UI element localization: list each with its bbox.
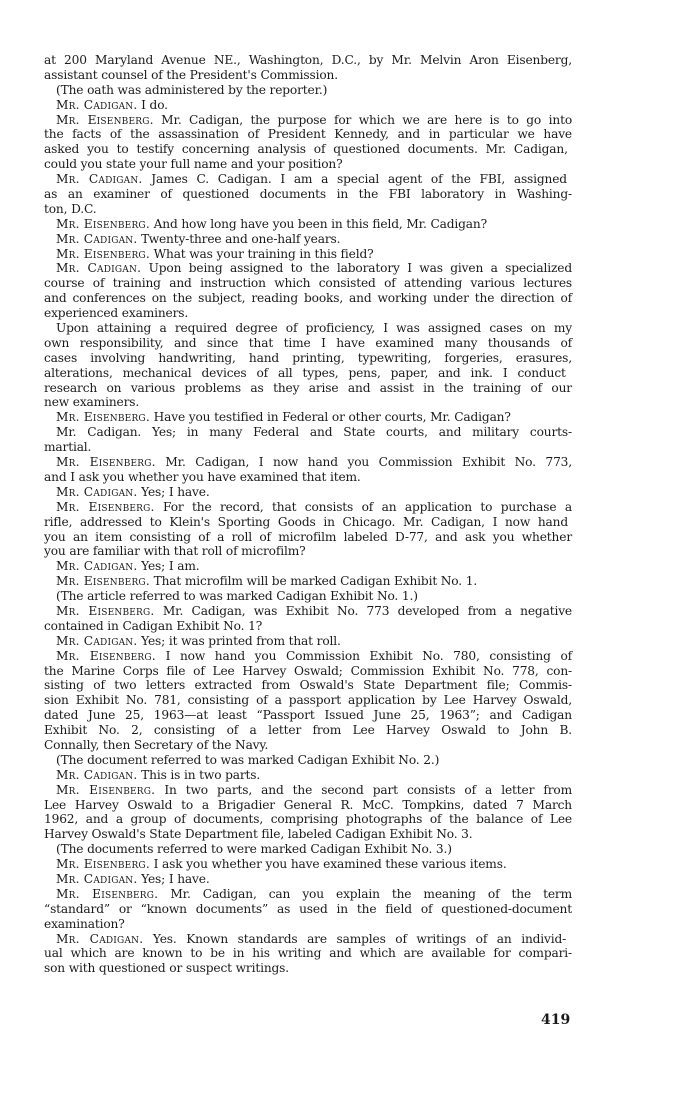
text-line — [44, 812, 572, 827]
line-text: the Marine Corps file of Lee Harvey Oswald; Commission Exhibit No. 778, con- — [44, 663, 572, 678]
line-text: Yes; I am. — [137, 559, 200, 574]
speaker-name: Mr. Eisenberg. — [56, 410, 150, 425]
line-text: What was your training in this field? — [149, 246, 374, 261]
line-text: (The article referred to was marked Cadigan Exhibit No. 1.) — [56, 589, 418, 604]
line-text: (The document referred to was marked Cadigan Exhibit No. 2.) — [56, 752, 440, 767]
line-text: In two parts, and the second part consists of a letter from — [155, 782, 572, 797]
line-text: experienced examiners. — [44, 306, 189, 321]
line-text: Upon being assigned to the laboratory I was given a specialized — [141, 261, 573, 276]
text-line — [44, 127, 572, 142]
text-line — [44, 738, 572, 753]
line-text: new examiners. — [44, 395, 140, 410]
text-line — [44, 917, 572, 932]
line-text: “standard” or “known documents” as used in the field of questioned-document — [44, 901, 572, 916]
text-line — [44, 961, 572, 976]
line-text: assistant counsel of the President's Commission. — [44, 67, 338, 82]
speaker-line — [44, 574, 572, 589]
line-text: Yes; I have. — [137, 871, 210, 886]
speaker-name: Mr. Eisenberg. — [56, 246, 150, 261]
line-text: sisting of two letters extracted from Oswald's State Department file; Commis- — [44, 678, 572, 693]
text-line — [44, 187, 572, 202]
speaker-line — [44, 247, 572, 262]
line-text: and conferences on the subject, reading books, and working under the direction of — [44, 291, 572, 306]
line-text: rifle, addressed to Klein's Sporting Goods in Chicago. Mr. Cadigan, I now hand — [44, 514, 569, 529]
speaker-name: Mr. Cadigan. — [56, 484, 138, 499]
text-line — [44, 157, 572, 172]
text-line — [44, 321, 572, 336]
text-line — [44, 291, 572, 306]
speaker-name: Mr. Eisenberg. — [56, 216, 150, 231]
text-line — [44, 470, 572, 485]
text-line — [44, 678, 572, 693]
speaker-line — [44, 857, 572, 872]
line-text: Have you testified in Federal or other courts, Mr. Cadigan? — [149, 410, 511, 425]
speaker-name: Mr. Cadigan. — [56, 261, 142, 276]
text-line — [44, 142, 572, 157]
line-text: Mr. Cadigan, can you explain the meaning of the term — [158, 886, 573, 901]
line-text: (The oath was administered by the reporter.) — [56, 82, 328, 97]
line-text: Exhibit No. 2, consisting of a letter from Lee Harvey Oswald to John B. — [44, 723, 572, 738]
text-line — [44, 589, 572, 604]
line-text: For the record, that consists of an application to purchase a — [154, 499, 572, 514]
line-text: ual which are known to be in his writing and which are available for compari- — [44, 946, 572, 961]
text-line — [44, 664, 572, 679]
line-text: Yes. Known standards are samples of writings of an individ- — [143, 931, 567, 946]
line-text: Upon attaining a required degree of proficiency, I was assigned cases on my — [56, 321, 572, 336]
text-line — [44, 902, 572, 917]
text-line — [44, 276, 572, 291]
line-text: Mr. Cadigan, I now hand you Commission Exhibit No. 773, — [155, 455, 572, 470]
text-line — [44, 395, 572, 410]
text-line — [44, 530, 572, 545]
line-text: own responsibility, and since that time I have examined many thousands of — [44, 335, 572, 350]
line-text: examination? — [44, 916, 125, 931]
speaker-name: Mr. Eisenberg. — [56, 886, 159, 901]
line-text: And how long have you been in this field, Mr. Cadigan? — [149, 216, 487, 231]
speaker-name: Mr. Eisenberg. — [56, 603, 155, 618]
line-text: Yes; I have. — [137, 484, 210, 499]
text-line — [44, 723, 572, 738]
page-number: 419 — [541, 1012, 571, 1028]
line-text: sion Exhibit No. 781, consisting of a passport application by Lee Harvey Oswald, — [44, 693, 572, 708]
text-line — [44, 827, 572, 842]
speaker-line — [44, 98, 572, 113]
text-line — [44, 202, 572, 217]
speaker-name: Mr. Cadigan. — [56, 172, 143, 187]
speaker-line — [44, 604, 572, 619]
line-text: That microfilm will be marked Cadigan Exhibit No. 1. — [149, 574, 478, 589]
line-text: research on various problems as they arise and assist in the training of our — [44, 380, 572, 395]
line-text: This is in two parts. — [137, 767, 261, 782]
speaker-name: Mr. Cadigan. — [56, 231, 138, 246]
line-text: the facts of the assassination of President Kennedy, and in particular we have — [44, 127, 572, 142]
line-text: alterations, mechanical devices of all types, pens, paper, and ink. I conduct — [44, 365, 566, 380]
speaker-name: Mr. Cadigan. — [56, 931, 144, 946]
speaker-line — [44, 768, 572, 783]
text-line — [44, 53, 572, 68]
text-line — [44, 946, 572, 961]
text-line — [44, 83, 572, 98]
speaker-name: Mr. Eisenberg. — [56, 499, 155, 514]
line-text: asked you to testify concerning analysis of questioned documents. Mr. Cadigan, — [44, 142, 568, 157]
testimony-page — [44, 53, 572, 976]
line-text: dated June 25, 1963—at least “Passport Issued June 25, 1963”; and Cadigan — [44, 708, 572, 723]
line-text: Lee Harvey Oswald to a Brigadier General R. McC. Tompkins, dated 7 March — [44, 797, 572, 812]
text-line — [44, 440, 572, 455]
text-line — [44, 306, 572, 321]
line-text: as an examiner of questioned documents in the FBI laboratory in Washing- — [44, 187, 572, 202]
line-text: I now hand you Commission Exhibit No. 780, consisting of — [155, 648, 573, 663]
line-text: martial. — [44, 440, 92, 455]
line-text: (The documents referred to were marked Cadigan Exhibit No. 3.) — [56, 842, 452, 857]
line-text: James C. Cadigan. I am a special agent of the FBI, assigned — [142, 172, 567, 187]
speaker-line — [44, 217, 572, 232]
speaker-line — [44, 455, 572, 470]
speaker-line — [44, 261, 572, 276]
line-text: Harvey Oswald's State Department file, labeled Cadigan Exhibit No. 3. — [44, 827, 473, 842]
speaker-line — [44, 887, 572, 902]
speaker-name: Mr. Cadigan. — [56, 633, 138, 648]
line-text: Mr. Cadigan. Yes; in many Federal and State courts, and military courts- — [56, 425, 572, 440]
line-text: course of training and instruction which consisted of attending various lectures — [44, 276, 572, 291]
speaker-line — [44, 500, 572, 515]
text-line — [44, 693, 572, 708]
speaker-line — [44, 783, 572, 798]
text-line — [44, 381, 572, 396]
line-text: cases involving handwriting, hand printing, typewriting, forgeries, erasures, — [44, 350, 572, 365]
line-text: son with questioned or suspect writings. — [44, 961, 289, 976]
line-text: Yes; it was printed from that roll. — [137, 633, 341, 648]
speaker-line — [44, 485, 572, 500]
speaker-line — [44, 113, 572, 128]
speaker-name: Mr. Eisenberg. — [56, 574, 150, 589]
text-line — [44, 708, 572, 723]
speaker-name: Mr. Eisenberg. — [56, 782, 156, 797]
line-text: could you state your full name and your position? — [44, 157, 343, 172]
text-line — [44, 351, 572, 366]
text-line — [44, 515, 572, 530]
line-text: at 200 Maryland Avenue NE., Washington, D.C., by Mr. Melvin Aron Eisenberg, — [44, 53, 572, 67]
speaker-line — [44, 634, 572, 649]
text-line — [44, 753, 572, 768]
line-text: you are familiar with that roll of microfilm? — [44, 544, 306, 559]
speaker-name: Mr. Eisenberg. — [56, 112, 154, 127]
line-text: ton, D.C. — [44, 201, 97, 216]
line-text: 1962, and a group of documents, comprising photographs of the balance of Lee — [44, 812, 572, 827]
line-text: Connally, then Secretary of the Navy. — [44, 737, 269, 752]
text-line — [44, 798, 572, 813]
speaker-line — [44, 649, 572, 664]
text-line — [44, 619, 572, 634]
text-line — [44, 366, 572, 381]
line-text: Mr. Cadigan, the purpose for which we are here is to go into — [153, 112, 573, 127]
text-line — [44, 544, 572, 559]
speaker-name: Mr. Cadigan. — [56, 559, 138, 574]
line-text: Twenty-three and one-half years. — [137, 231, 341, 246]
text-line — [44, 425, 572, 440]
speaker-name: Mr. Eisenberg. — [56, 648, 156, 663]
line-text: and I ask you whether you have examined that item. — [44, 469, 361, 484]
speaker-name: Mr. Cadigan. — [56, 97, 138, 112]
speaker-name: Mr. Eisenberg. — [56, 455, 156, 470]
line-text: I do. — [137, 97, 168, 112]
text-line — [44, 336, 572, 351]
line-text: you an item consisting of a roll of microfilm labeled D-77, and ask you whether — [44, 529, 572, 544]
line-text: contained in Cadigan Exhibit No. 1? — [44, 618, 263, 633]
speaker-line — [44, 872, 572, 887]
text-line — [44, 842, 572, 857]
text-line — [44, 68, 572, 83]
speaker-name: Mr. Cadigan. — [56, 871, 138, 886]
speaker-line — [44, 172, 572, 187]
speaker-line — [44, 410, 572, 425]
line-text: I ask you whether you have examined these various items. — [149, 857, 507, 872]
speaker-name: Mr. Cadigan. — [56, 767, 138, 782]
speaker-line — [44, 932, 572, 947]
speaker-line — [44, 232, 572, 247]
speaker-name: Mr. Eisenberg. — [56, 857, 150, 872]
line-text: Mr. Cadigan, was Exhibit No. 773 developed from a negative — [154, 603, 572, 618]
speaker-line — [44, 559, 572, 574]
